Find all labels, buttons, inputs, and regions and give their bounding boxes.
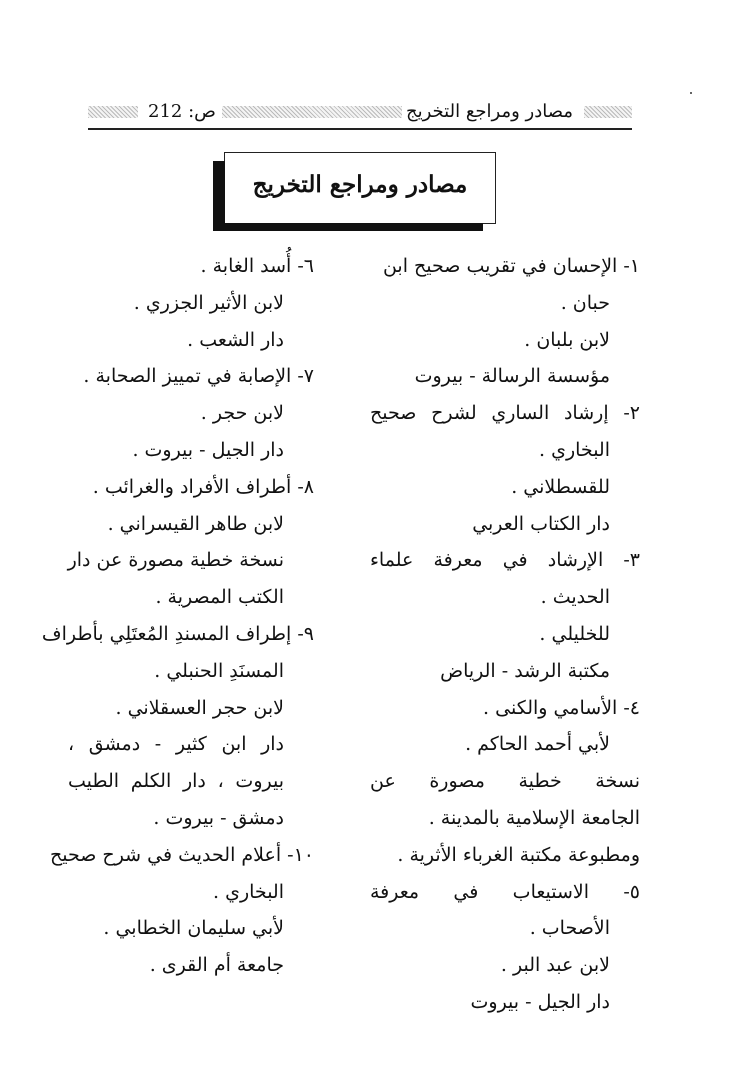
reference-line: نسخة خطية مصورة عن دار <box>67 549 284 572</box>
reference-line: لابن طاهر القيسراني . <box>107 512 284 535</box>
right-column <box>370 248 640 1021</box>
reference-line: دار الجيل - بيروت <box>470 990 610 1013</box>
reference-line: لأبي أحمد الحاكم . <box>465 733 610 756</box>
left-column <box>41 248 314 984</box>
header-hatch-right <box>584 106 632 118</box>
page-title: مصادر ومراجع التخريج <box>252 171 468 198</box>
reference-line: للقسطلاني . <box>511 475 610 498</box>
reference-line: نسخة خطية مصورة عن <box>370 770 640 793</box>
reference-line: لابن الأثير الجزري . <box>133 291 284 314</box>
reference-line: المسنَدِ الحنبلي . <box>154 659 284 682</box>
reference-line: ١٠- أعلام الحديث في شرح صحيح <box>50 843 314 866</box>
reference-line: لابن حجر العسقلاني . <box>115 696 284 719</box>
reference-line: الأصحاب . <box>529 917 610 940</box>
reference-line: دار ابن كثير - دمشق ، <box>68 733 284 756</box>
reference-line: ٧- الإصابة في تمييز الصحابة . <box>83 365 314 388</box>
header-section-title: مصادر ومراجع التخريج <box>406 101 573 122</box>
reference-line: مكتبة الرشد - الرياض <box>440 659 610 682</box>
running-header <box>88 100 632 126</box>
reference-line: ٥- الاستيعاب في معرفة <box>370 880 640 903</box>
reference-line: لابن عبد البر . <box>500 954 610 977</box>
reference-line: ٨- أطراف الأفراد والغرائب . <box>92 475 314 498</box>
reference-line: الجامعة الإسلامية بالمدينة . <box>428 806 640 829</box>
reference-line: ١- الإحسان في تقريب صحيح ابن <box>382 255 640 277</box>
reference-line: البخاري . <box>213 880 284 903</box>
reference-line: بيروت ، دار الكلم الطيب <box>68 770 284 793</box>
reference-line: البخاري . <box>539 438 610 461</box>
header-rule <box>88 128 632 130</box>
reference-line: الحديث . <box>540 586 610 609</box>
reference-line: للخليلي . <box>539 622 610 645</box>
page-label: ص: 212 <box>148 101 216 122</box>
reference-line: الكتب المصرية . <box>155 586 284 609</box>
reference-line: دار الشعب . <box>187 328 284 351</box>
reference-line: لأبي سليمان الخطابي . <box>103 917 284 940</box>
reference-line: ٢- إرشاد الساري لشرح صحيح <box>370 402 640 425</box>
reference-line: ٤- الأسامي والكنى . <box>483 696 640 719</box>
reference-line: دار الكتاب العربي <box>472 512 610 535</box>
reference-line: ٩- إطراف المسندِ المُعتَلِي بأطراف <box>41 622 314 645</box>
speck <box>690 92 692 94</box>
reference-line: مؤسسة الرسالة - بيروت <box>414 365 610 388</box>
reference-line: دمشق - بيروت . <box>153 806 284 829</box>
header-hatch-left <box>88 106 138 118</box>
reference-line: لابن حجر . <box>200 402 284 425</box>
title-box <box>224 152 496 224</box>
reference-line: ٣- الإرشاد في معرفة علماء <box>370 549 640 572</box>
reference-line: دار الجيل - بيروت . <box>132 438 284 461</box>
reference-line: ٦- أُسد الغابة . <box>200 255 314 277</box>
header-hatch-middle <box>222 106 402 118</box>
reference-line: جامعة أم القرى . <box>149 954 284 977</box>
reference-line: ومطبوعة مكتبة الغرباء الأثرية . <box>397 843 640 866</box>
reference-line: حبان . <box>560 291 610 314</box>
reference-line: لابن بلبان . <box>524 328 610 351</box>
